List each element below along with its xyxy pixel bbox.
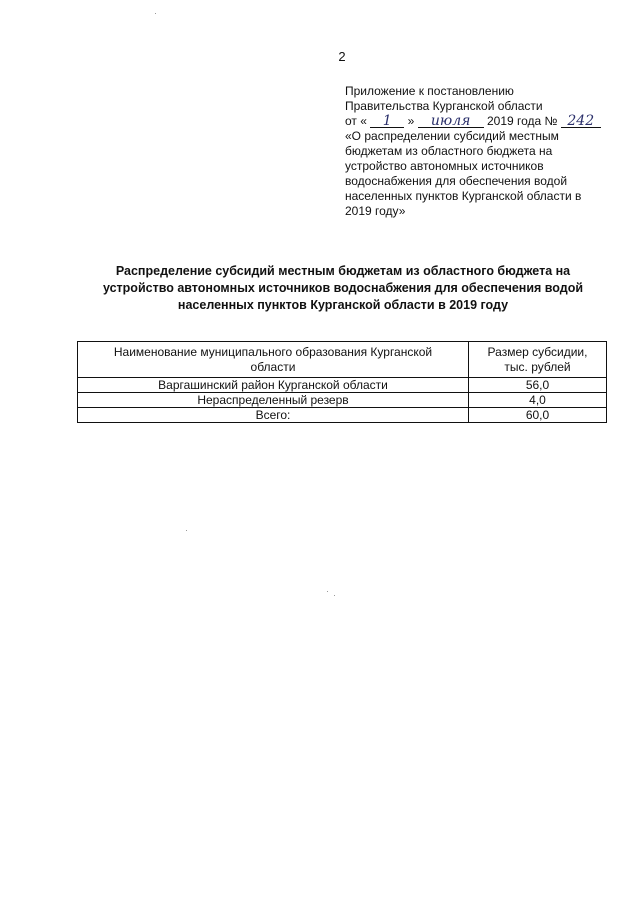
scan-speck: [327, 591, 328, 592]
scan-speck: [155, 13, 156, 14]
handwritten-day: 1: [370, 115, 404, 128]
header-text: тыс. рублей: [504, 360, 571, 374]
total-amount-cell: 60,0: [469, 408, 607, 423]
decree-title-line: водоснабжения для обеспечения водой: [345, 174, 568, 188]
appendix-date-line: [345, 114, 615, 129]
decree-title-line: устройство автономных источников: [345, 159, 544, 173]
page-number: 2: [338, 49, 346, 64]
scan-speck: [186, 530, 187, 531]
date-mid: »: [407, 114, 415, 128]
total-label-cell: Всего:: [78, 408, 469, 423]
decree-title-line: населенных пунктов Курганской области в: [345, 189, 582, 203]
appendix-header: [345, 84, 615, 219]
header-amount: [469, 342, 607, 378]
scan-speck: [334, 595, 335, 596]
title-line: Распределение субсидий местным бюджетам из областного бюджета на: [115, 264, 571, 278]
date-year-text: 2019 года №: [486, 114, 558, 128]
municipality-cell: Варгашинский район Курганской области: [78, 378, 469, 393]
table-row: [78, 378, 607, 393]
appendix-line: Приложение к постановлению: [345, 84, 514, 98]
header-municipality: [78, 342, 469, 378]
title-line: населенных пунктов Курганской области в 2019 году: [177, 298, 509, 312]
table-total-row: [78, 408, 607, 423]
amount-cell: 4,0: [469, 393, 607, 408]
handwritten-number: 242: [561, 115, 601, 128]
table-row: [78, 393, 607, 408]
decree-title-line: бюджетам из областного бюджета на: [345, 144, 553, 158]
appendix-line: Правительства Курганской области: [345, 99, 543, 113]
date-prefix: от «: [345, 114, 367, 128]
table-header-row: [78, 342, 607, 378]
header-text: Размер субсидии,: [487, 345, 588, 359]
amount-cell: 56,0: [469, 378, 607, 393]
header-text: области: [250, 360, 296, 374]
document-title: [88, 263, 598, 314]
header-text: Наименование муниципального образования Курганской: [113, 345, 433, 359]
decree-title-line: «О распределении субсидий местным: [345, 129, 559, 143]
municipality-cell: Нераспределенный резерв: [78, 393, 469, 408]
title-line: устройство автономных источников водоснабжения для обеспечения водой: [102, 281, 584, 295]
handwritten-month: июля: [418, 115, 484, 128]
subsidy-table: [77, 341, 607, 423]
decree-title-line: 2019 году»: [345, 204, 406, 218]
